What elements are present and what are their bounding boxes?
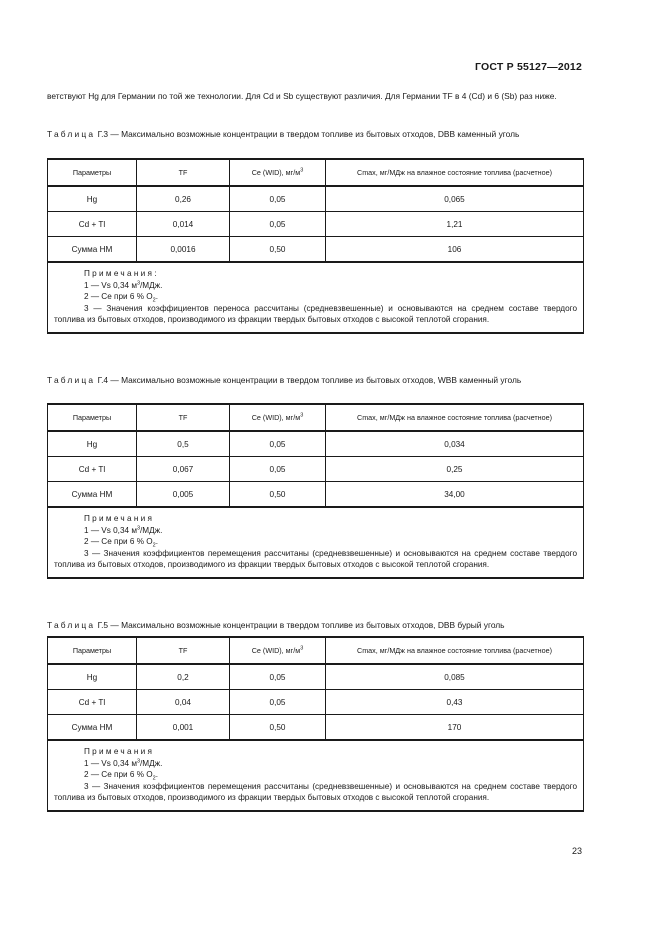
notes-heading: Примечания xyxy=(84,747,155,756)
col-header-params: Параметры xyxy=(48,159,137,186)
table-row xyxy=(48,431,584,457)
table-g5 xyxy=(47,636,584,812)
col-header-cmax: Cmax, мг/МДж на влажное состояние топлива (расчетное) xyxy=(326,159,584,186)
table-row xyxy=(48,482,584,508)
table-notes xyxy=(48,740,584,811)
cell-cmax: 34,00 xyxy=(326,482,584,508)
cell-tf: 0,001 xyxy=(137,715,230,741)
note-2: 2 — Ce при 6 % $O_2$. xyxy=(84,292,158,304)
notes-row xyxy=(48,262,584,333)
cell-cmax: 1,21 xyxy=(326,212,584,237)
cell-tf: 0,067 xyxy=(137,457,230,482)
table-row xyxy=(48,212,584,237)
cell-cmax: 0,085 xyxy=(326,664,584,690)
cell-ce: 0,50 xyxy=(230,482,326,508)
cell-cmax: 0,43 xyxy=(326,690,584,715)
col-header-cmax: Cmax, мг/МДж на влажное состояние топлива (расчетное) xyxy=(326,404,584,431)
cell-param: Cd + Tl xyxy=(48,457,137,482)
col-header-params: Параметры xyxy=(48,637,137,664)
cell-ce: 0,05 xyxy=(230,212,326,237)
cell-param: Cd + Tl xyxy=(48,690,137,715)
note-1: 1 — Vs 0,34 $м^3$/МДж. xyxy=(84,524,163,535)
cell-cmax: 0,065 xyxy=(326,186,584,212)
table-caption-g4 xyxy=(47,375,583,387)
cell-param: Hg xyxy=(48,186,137,212)
note-1: 1 — Vs 0,34 $м^3$/МДж. xyxy=(84,757,163,768)
cell-ce: 0,05 xyxy=(230,457,326,482)
table-label: Таблица xyxy=(47,129,96,139)
cell-cmax: 170 xyxy=(326,715,584,741)
note-2: 2 — Ce при 6 % $O_2$. xyxy=(84,537,158,549)
table-header-row xyxy=(48,159,584,186)
table-notes xyxy=(48,507,584,578)
notes-heading: Примечания xyxy=(84,514,155,523)
table-notes xyxy=(48,262,584,333)
table-g3 xyxy=(47,158,584,334)
cell-tf: 0,005 xyxy=(137,482,230,508)
table-label: Таблица xyxy=(47,620,96,630)
cell-ce: 0,05 xyxy=(230,186,326,212)
table-caption-g5 xyxy=(47,620,583,632)
cell-ce: 0,50 xyxy=(230,715,326,741)
col-header-tf: TF xyxy=(137,159,230,186)
col-header-ce: Ce (WID), $мг/м^3$ xyxy=(230,637,326,664)
cell-param: Hg xyxy=(48,431,137,457)
table-caption-g3 xyxy=(47,129,583,141)
note-3: 3 — Значения коэффициентов перемещения рассчитаны (средневзвешенные) и основываются на среднем составе твердого топлива из бытовых отходов, производимого из фракции твердых бытовых отходов с высокой теплотой сгорания. xyxy=(54,781,577,802)
cell-param: Cd + Tl xyxy=(48,212,137,237)
table-caption-text: Г.4 — Максимально возможные концентрации в твердом топливе из бытовых отходов, WBB каменный уголь xyxy=(95,375,522,385)
cell-ce: 0,05 xyxy=(230,690,326,715)
cell-cmax: 0,034 xyxy=(326,431,584,457)
cell-param: Сумма НМ xyxy=(48,715,137,741)
cell-param: Сумма НМ xyxy=(48,482,137,508)
table-g4 xyxy=(47,403,584,579)
cell-cmax: 0,25 xyxy=(326,457,584,482)
page-number: 23 xyxy=(571,846,582,856)
note-3: 3 — Значения коэффициентов перемещения рассчитаны (средневзвешенные) и основываются на среднем составе твердого топлива из бытовых отходов, производимого из фракции твердых бытовых отходов с высокой теплотой сгорания. xyxy=(54,548,577,569)
col-header-tf: TF xyxy=(137,404,230,431)
cell-ce: 0,05 xyxy=(230,431,326,457)
intro-paragraph: ветствуют Hg для Германии по той же технологии. Для Cd и Sb существуют различия. Для Германии TF в 4 (Cd) и 6 (Sb) раз ниже. xyxy=(47,91,557,101)
cell-param: Hg xyxy=(48,664,137,690)
table-label: Таблица xyxy=(47,375,96,385)
table-row xyxy=(48,457,584,482)
table-header-row xyxy=(48,637,584,664)
cell-cmax: 106 xyxy=(326,237,584,263)
table-row xyxy=(48,186,584,212)
cell-param: Сумма НМ xyxy=(48,237,137,263)
cell-tf: 0,2 xyxy=(137,664,230,690)
document-id: ГОСТ Р 55127—2012 xyxy=(474,61,582,73)
notes-heading: Примечания: xyxy=(84,269,159,278)
notes-row xyxy=(48,507,584,578)
note-3: 3 — Значения коэффициентов переноса рассчитаны (средневзвешенные) и основываются на среднем составе твердого топлива из бытовых отходов, производимого из фракции твердых бытовых отходов с высокой теплотой сгорания. xyxy=(54,303,577,324)
cell-ce: 0,50 xyxy=(230,237,326,263)
col-header-ce: Ce (WID), $мг/м^3$ xyxy=(230,159,326,186)
table-header-row xyxy=(48,404,584,431)
table-caption-text: Г.5 — Максимально возможные концентрации в твердом топливе из бытовых отходов, DBB бурый уголь xyxy=(95,620,505,630)
cell-tf: 0,5 xyxy=(137,431,230,457)
col-header-params: Параметры xyxy=(48,404,137,431)
table-row xyxy=(48,690,584,715)
table-row xyxy=(48,664,584,690)
cell-tf: 0,014 xyxy=(137,212,230,237)
cell-tf: 0,26 xyxy=(137,186,230,212)
table-caption-text: Г.3 — Максимально возможные концентрации в твердом топливе из бытовых отходов, DBB каменный уголь xyxy=(95,129,520,139)
col-header-cmax: Cmax, мг/МДж на влажное состояние топлива (расчетное) xyxy=(326,637,584,664)
note-1: 1 — Vs 0,34 $м^3$/МДж. xyxy=(84,279,163,290)
table-row xyxy=(48,715,584,741)
col-header-ce: Ce (WID), $мг/м^3$ xyxy=(230,404,326,431)
cell-ce: 0,05 xyxy=(230,664,326,690)
cell-tf: 0,0016 xyxy=(137,237,230,263)
table-row xyxy=(48,237,584,263)
col-header-tf: TF xyxy=(137,637,230,664)
note-2: 2 — Ce при 6 % $O_2$. xyxy=(84,770,158,782)
notes-row xyxy=(48,740,584,811)
cell-tf: 0,04 xyxy=(137,690,230,715)
